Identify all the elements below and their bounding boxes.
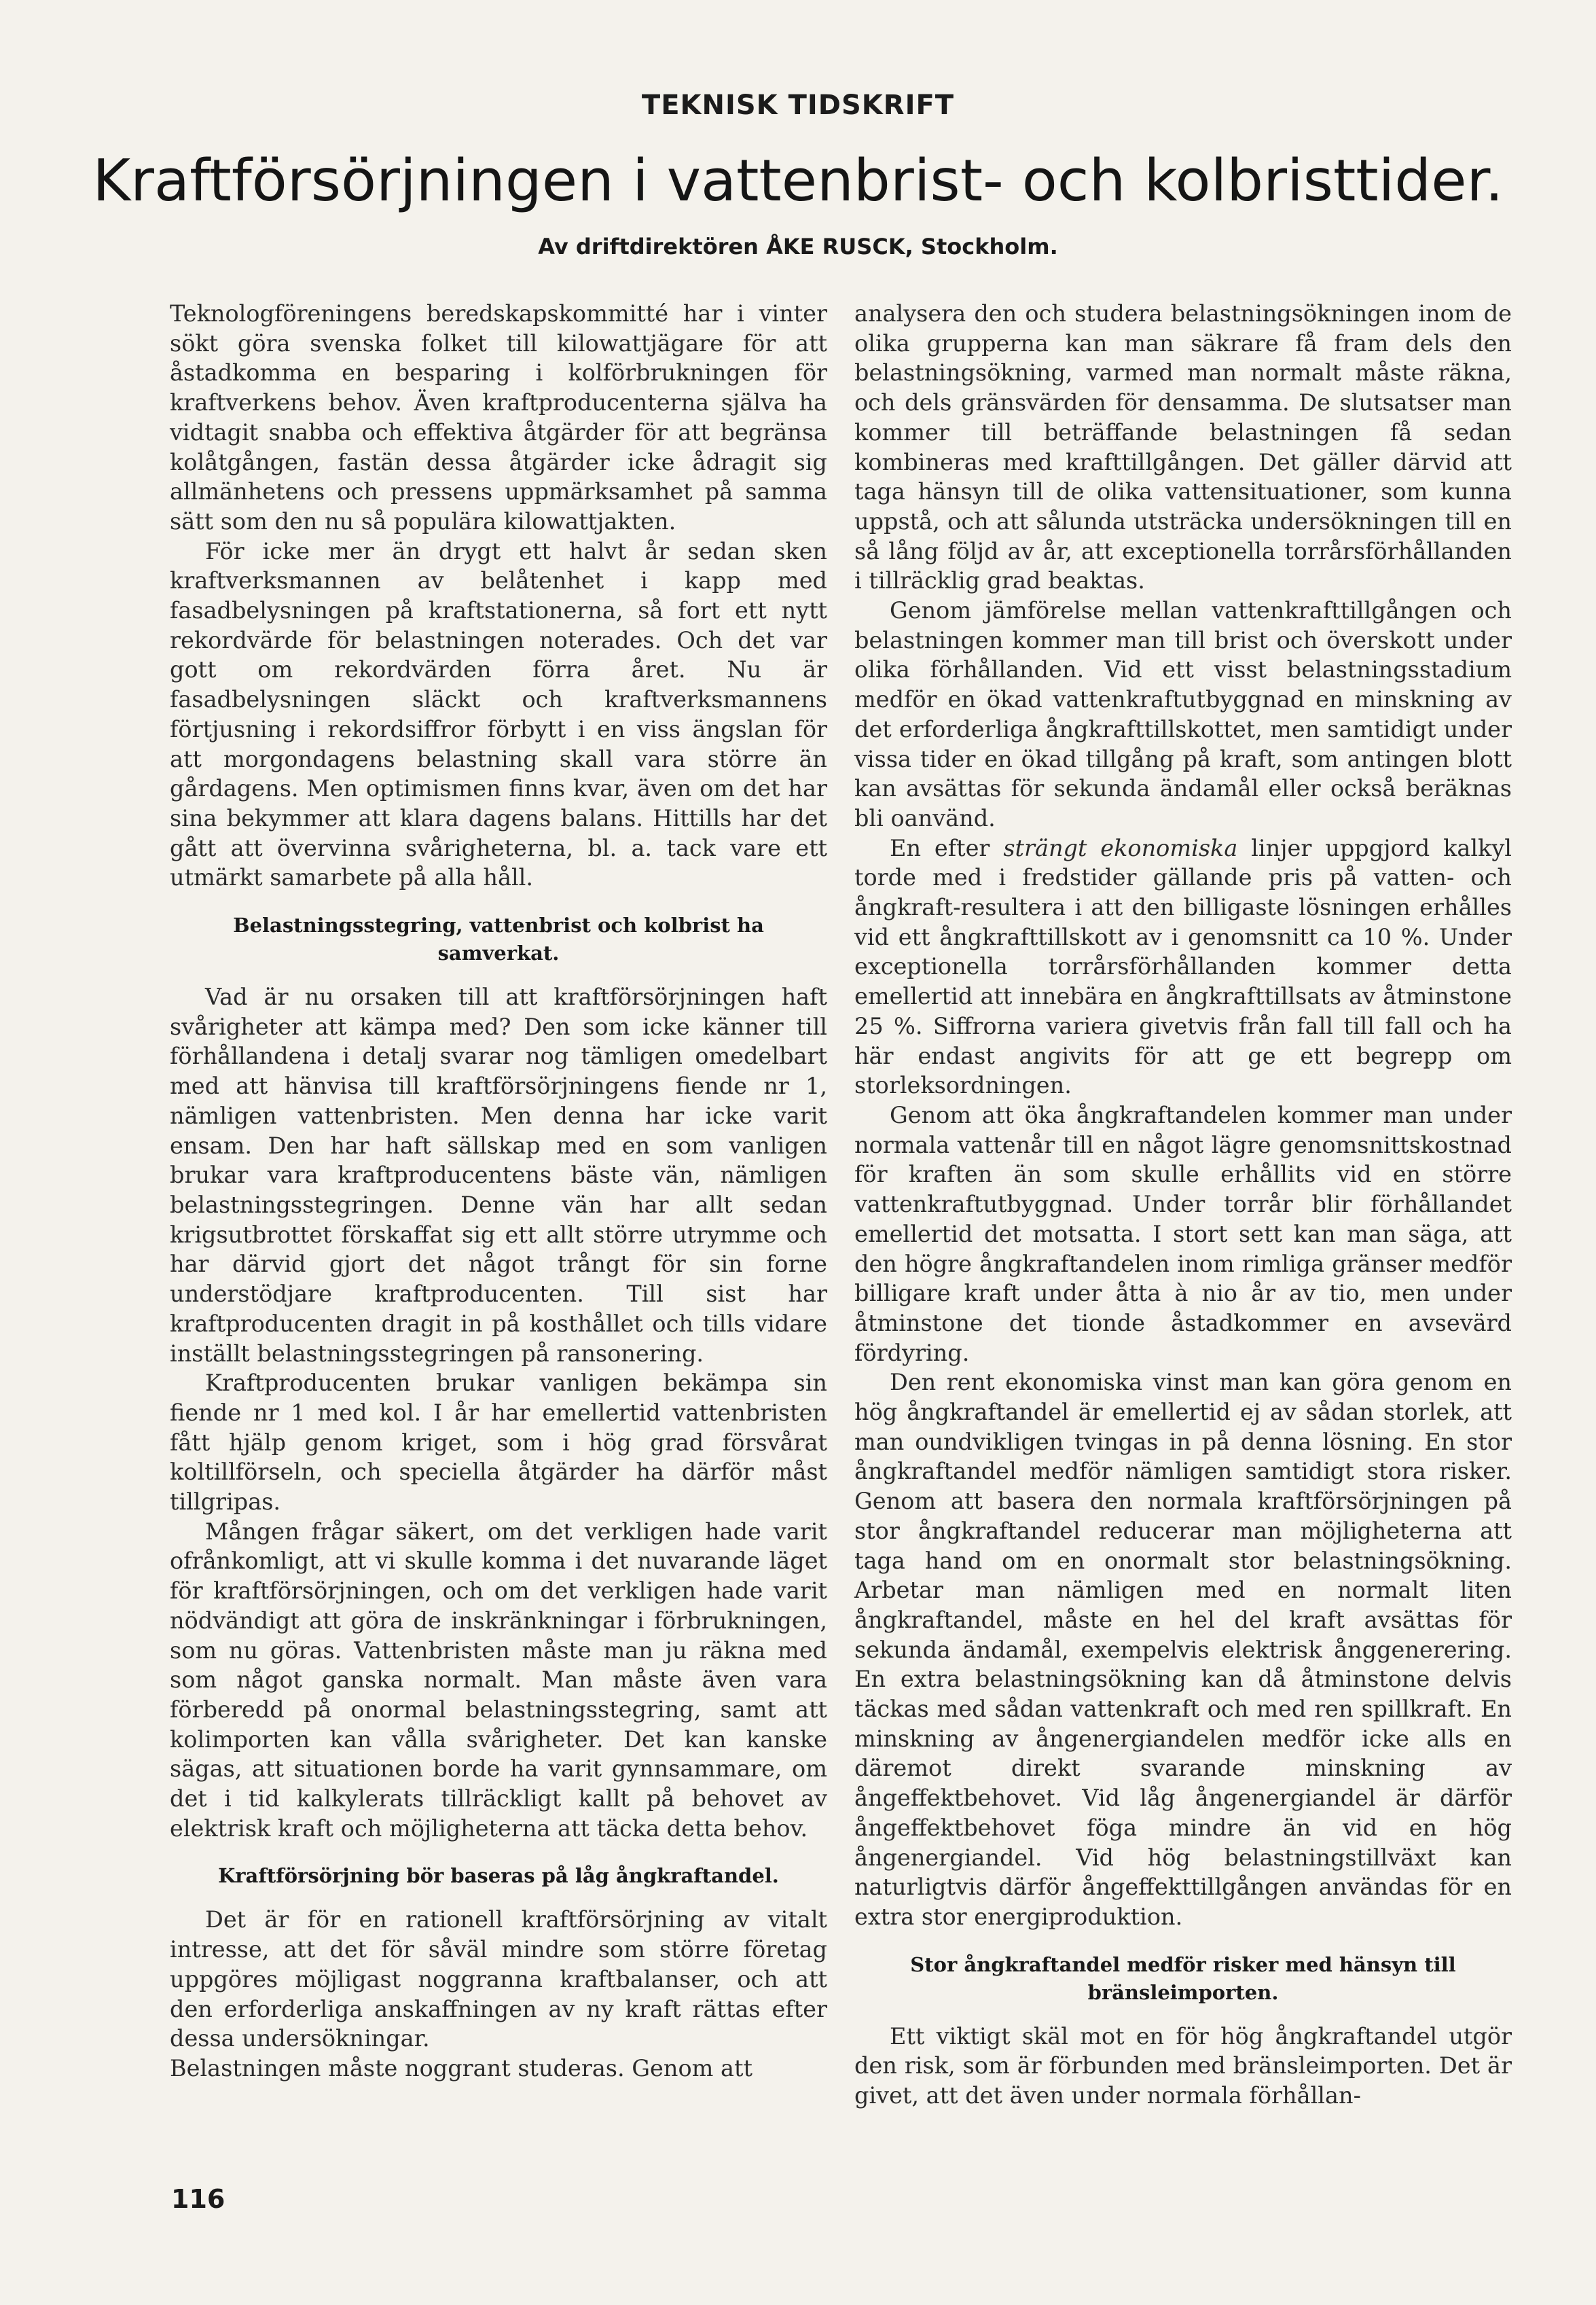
paragraph: Ett viktigt skäl mot en för hög ångkraftandel utgör den risk, som är förbunden med bränsleimporten. Det är givet, att det även under normala förhållan- <box>854 2022 1512 2109</box>
paragraph: Kraftproducenten brukar vanligen bekämpa sin fiende nr 1 med kol. I år har emellertid vattenbristen fått hjälp genom kriget, som i hög grad försvårat koltillförseln, och speciella åtgärder ha därför måst tillgripas. <box>170 1370 827 1516</box>
right-column <box>854 299 1512 2111</box>
page-number: 116 <box>171 2184 225 2214</box>
paragraph-text: En efter <box>890 834 1004 861</box>
left-column <box>170 299 827 2084</box>
article-byline: Av driftdirektören ÅKE RUSCK, Stockholm. <box>538 234 1058 260</box>
paragraph: Den rent ekonomiska vinst man kan göra genom en hög ångkraftandel är emellertid ej av sådan storlek, att man oundvikligen tvingas in på denna lösning. En stor ångkraftandel medför nämligen samtidigt stora risker. Genom att basera den normala kraftförsörjningen på stor ångkraftandel reducerar man möjligheterna att taga hand om en onormalt stor belastningsökning. Arbetar man nämligen med en normalt liten ångkraftandel, måste en hel del kraft avsättas för sekunda ändamål, exempelvis elektrisk ånggenerering. En extra belastningsökning kan då åtminstone delvis täckas med sådan vattenkraft och med ren spillkraft. En minskning av ångenergiandelen medför icke alls en däremot direkt svarande minskning av ångeffektbehovet. Vid låg ångenergiandel är därför ångeffektbehovet föga mindre än vid en hög ångenergiandel. Vid hög belastningstillväxt kan naturligtvis därför ångeffekttillgången användas för en extra stor energiproduktion. <box>854 1369 1512 1930</box>
paragraph: Mången frågar säkert, om det verkligen hade varit ofrånkomligt, att vi skulle komma i det nuvarande läget för kraftförsörjningen, och om det verkligen hade varit nödvändigt att göra de inskränkningar i förbrukningen, som nu göras. Vattenbristen måste man ju räkna med som något ganska normalt. Man måste även vara förberedd på onormal belastningsstegring, samt att kolimporten kan vålla svårigheter. Det kan kanske sägas, att situationen borde ha varit gynnsammare, om det i tid kalkylerats tillräckligt kallt på behovet av elektrisk kraft och möjligheterna att täcka detta behov. <box>170 1518 827 1842</box>
paragraph-text: linjer uppgjord kalkyl torde med i fredstider gällande pris på vatten- och ångkraft-resultera i att den billigaste lösningen erhålles vid ett ångkrafttillskott av i genomsnitt ca 10 %. Under exceptionella torrårsförhållanden kommer detta emellertid att innebära en ångkrafttillsats av åtminstone 25 %. Siffrorna variera givetvis från fall till fall och ha här endast angivits för att ge ett begrepp om storleksordningen. <box>854 834 1512 1099</box>
article-title: Kraftförsörjningen i vattenbrist- och kolbristtider. <box>92 147 1504 215</box>
paragraph: Det är för en rationell kraftförsörjning av vitalt intresse, att det för såväl mindre som större företag uppgöres möjligast noggranna kraftbalanser, och att den erforderliga anskaffningen av ny kraft rättas efter dessa undersökningar. <box>170 1906 827 2052</box>
paragraph <box>854 834 1512 1101</box>
section-heading: Belastningsstegring, vattenbrist och kolbrist ha samverkat. <box>233 914 764 965</box>
paragraph: analysera den och studera belastningsökningen inom de olika grupperna kan man säkrare få fram dels den belastningsökning, varmed man normalt måste räkna, och dels gränsvärden för densamma. De slutsatser man kommer till beträffande belastningen få sedan kombineras med krafttillgången. Det gäller därvid att taga hänsyn till de olika vattensituationer, som kunna uppstå, och att sålunda utsträcka undersökningen till en så lång följd av år, att exceptionella torrårsförhållanden i tillräcklig grad beaktas. <box>854 300 1512 594</box>
section-heading: Kraftförsörjning bör baseras på låg ångkraftandel. <box>218 1864 779 1888</box>
section-heading: Stor ångkraftandel medför risker med hänsyn till bränsleimporten. <box>910 1952 1456 2004</box>
emphasis-text: strängt ekonomiska <box>1003 834 1238 861</box>
journal-name: TEKNISK TIDSKRIFT <box>641 90 955 121</box>
paragraph: Teknologföreningens beredskapskommitté har i vinter sökt göra svenska folket till kilowattjägare för att åstadkomma en besparing i kolförbrukningen för kraftverkens behov. Även kraftproducenterna själva ha vidtagit snabba och effektiva åtgärder för att begränsa kolåtgången, fastän dessa åtgärder icke ådragit sig allmänhetens och pressens uppmärksamhet på samma sätt som den nu så populära kilowattjakten. <box>170 300 827 535</box>
paragraph: Genom att öka ångkraftandelen kommer man under normala vattenår till en något lägre genomsnittskostnad för kraften än som skulle erhållits vid en större vattenkraftutbyggnad. Under torrår blir förhållandet emellertid det motsatta. I stort sett kan man säga, att den högre ångkraftandelen inom rimliga gränser medför billigare kraft under åtta à nio år av tio, men under åtminstone det tionde åstadkommer en avsevärd fördyring. <box>854 1101 1512 1366</box>
paragraph: För icke mer än drygt ett halvt år sedan sken kraftverksmannen av belåtenhet i kapp med fasadbelysningen på kraftstationerna, så fort ett nytt rekordvärde för belastningen noterades. Och det var gott om rekordvärden förra året. Nu är fasadbelysningen släckt och kraftverksmannens förtjusning i rekordsiffror förbytt i en viss ängslan för att morgondagens belastning skall vara större än gårdagens. Men optimismen finns kvar, även om det har sina bekymmer att klara dagens balans. Hittills har det gått att övervinna svårigheterna, bl. a. tack vare ett utmärkt samarbete på alla håll. <box>170 537 827 891</box>
paragraph: Belastningen måste noggrant studeras. Genom att <box>170 2054 752 2081</box>
paragraph: Genom jämförelse mellan vattenkrafttillgången och belastningen kommer man till brist och överskott under olika förhållanden. Vid ett visst belastningsstadium medför en ökad vattenkraftutbyggnad en minskning av det erforderliga ångkrafttillskottet, men samtidigt under vissa tider en ökad tillgång på kraft, som antingen blott kan avsättas för sekunda ändamål eller också beräknas bli oanvänd. <box>854 597 1512 832</box>
paragraph: Vad är nu orsaken till att kraftförsörjningen haft svårigheter att kämpa med? Den som icke känner till förhållandena i detalj svarar nog tämligen omedelbart med att hänvisa till kraftförsörjningens fiende nr 1, nämligen vattenbristen. Men denna har icke varit ensam. Den har haft sällskap med en som vanligen brukar vara kraftproducentens bäste vän, nämligen belastningsstegringen. Denne vän har allt sedan krigsutbrottet förskaffat sig ett allt större utrymme och har därvid gjort det något trångt för sin forne understödjare kraftproducenten. Till sist har kraftproducenten dragit in på kosthållet och tills vidare inställt belastningsstegringen på ransonering. <box>170 984 827 1367</box>
